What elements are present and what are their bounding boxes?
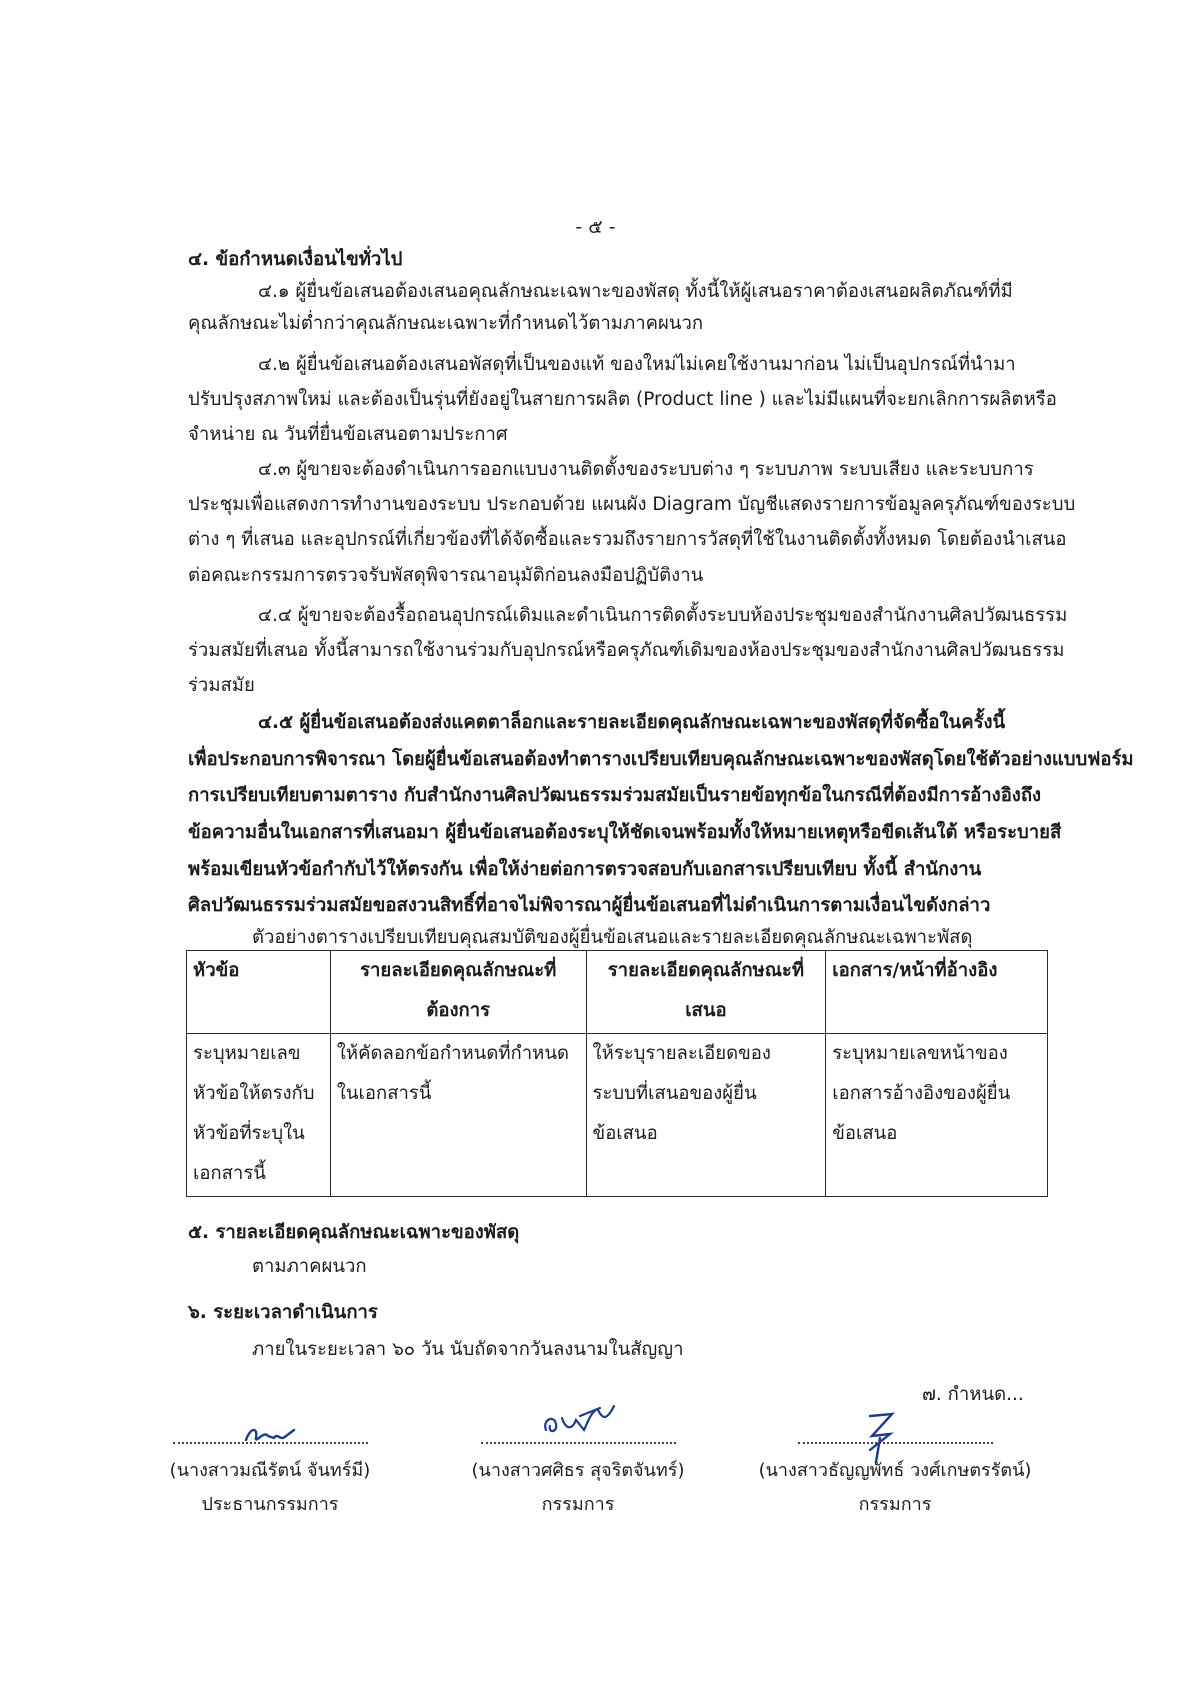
header-offered-spec-line-1: รายละเอียดคุณลักษณะที่	[607, 960, 805, 981]
signature-line-2	[481, 1440, 676, 1444]
cell-reference	[826, 1034, 1048, 1197]
signature-block-2	[418, 1440, 738, 1522]
comparison-table	[186, 950, 1048, 1197]
header-offered-spec-line-2: เสนอ	[685, 1000, 727, 1021]
para-4-4-line-3: ร่วมสมัย	[188, 675, 255, 696]
para-4-5-line-3: การเปรียบเทียบตามตาราง กับสำนักงานศิลปวัฒนธรรมร่วมสมัยเป็นรายข้อทุกข้อในกรณีที่ต้องมีการอ้างอิงถึง	[188, 785, 1042, 806]
signer-name-3: (นางสาวธัญญพัทธ์ วงศ์เกษตรรัตน์)	[758, 1460, 1032, 1481]
para-4-3-line-1: ๔.๓ ผู้ขายจะต้องดำเนินการออกแบบงานติดตั้งของระบบต่าง ๆ ระบบภาพ ระบบเสียง และระบบการ	[258, 459, 1034, 480]
para-4-5-line-5: พร้อมเขียนหัวข้อกำกับไว้ให้ตรงกัน เพื่อให้ง่ายต่อการตรวจสอบกับเอกสารเปรียบเทียบ ทั้งนี้ สำนักงาน	[188, 859, 982, 880]
cell-offered-spec-line-2: ระบบที่เสนอของผู้ยื่น	[592, 1083, 757, 1104]
header-offered-spec	[586, 951, 826, 1034]
section-5-body: ตามภาคผนวก	[252, 1256, 367, 1277]
section-4-heading: ๔. ข้อกำหนดเงื่อนไขทั่วไป	[188, 249, 403, 270]
para-4-3-line-4: ต่อคณะกรรมการตรวจรับพัสดุพิจารณาอนุมัติก่อนลงมือปฏิบัติงาน	[188, 565, 704, 586]
para-4-5-line-1: ๔.๕ ผู้ยื่นข้อเสนอต้องส่งแคตตาล็อกและรายละเอียดคุณลักษณะเฉพาะของพัสดุที่จัดซื้อในครั้งนี้	[258, 712, 1006, 733]
signer-name-1: (นางสาวมณีรัตน์ จันทร์มี)	[169, 1460, 371, 1481]
header-reference-line-1: เอกสาร/หน้าที่อ้างอิง	[832, 960, 998, 981]
signature-block-1	[110, 1440, 430, 1522]
para-4-2-line-1: ๔.๒ ผู้ยื่นข้อเสนอต้องเสนอพัสดุที่เป็นของแท้ ของใหม่ไม่เคยใช้งานมาก่อน ไม่เป็นอุปกรณ์ที่นำมา	[258, 354, 1016, 375]
cell-topic-line-3: หัวข้อที่ระบุใน	[193, 1123, 305, 1144]
cell-topic	[187, 1034, 331, 1197]
para-4-1-line-1: ๔.๑ ผู้ยื่นข้อเสนอต้องเสนอคุณลักษณะเฉพาะของพัสดุ ทั้งนี้ให้ผู้เสนอราคาต้องเสนอผลิตภัณฑ์ที่มี	[258, 281, 1013, 302]
cell-topic-line-4: เอกสารนี้	[193, 1163, 266, 1184]
header-required-spec-line-2: ต้องการ	[426, 1000, 491, 1021]
signature-line-3	[798, 1440, 993, 1444]
para-4-2-line-3: จำหน่าย ณ วันที่ยื่นข้อเสนอตามประกาศ	[188, 424, 508, 445]
cell-reference-line-2: เอกสารอ้างอิงของผู้ยื่น	[832, 1083, 1011, 1104]
table-header-row	[187, 951, 1048, 1034]
section-5-heading: ๕. รายละเอียดคุณลักษณะเฉพาะของพัสดุ	[188, 1222, 520, 1243]
para-4-5-line-4: ข้อความอื่นในเอกสารที่เสนอมา ผู้ยื่นข้อเสนอต้องระบุให้ชัดเจนพร้อมทั้งให้หมายเหตุหรือขีดเส้นใต้ หรือระบายสี	[188, 822, 1062, 843]
signer-role-3: กรรมการ	[858, 1494, 932, 1515]
para-4-3-line-3: ต่าง ๆ ที่เสนอ และอุปกรณ์ที่เกี่ยวข้องที่ได้จัดซื้อและรวมถึงรายการวัสดุที่ใช้ในงานติดตั้งทั้งหมด โดยต้องนำเสนอ	[188, 529, 1067, 550]
para-4-3-line-2: ประชุมเพื่อแสดงการทำงานของระบบ ประกอบด้วย แผนผัง Diagram บัญชีแสดงรายการข้อมูลครุภัณฑ์ของระบบ	[188, 494, 1076, 515]
cell-required-spec	[330, 1034, 586, 1197]
cell-reference-line-3: ข้อเสนอ	[832, 1123, 898, 1144]
para-4-5-line-6: ศิลปวัฒนธรรมร่วมสมัยขอสงวนสิทธิ์ที่อาจไม่พิจารณาผู้ยื่นข้อเสนอที่ไม่ดำเนินการตามเงื่อนไขดังกล่าว	[188, 895, 991, 916]
continuation-note: ๗. กำหนด...	[922, 1384, 1024, 1405]
signer-name-2: (นางสาวศศิธร สุจริตจันทร์)	[471, 1460, 685, 1481]
cell-required-spec-line-2: ในเอกสารนี้	[336, 1083, 432, 1104]
header-required-spec	[330, 951, 586, 1034]
cell-offered-spec	[586, 1034, 826, 1197]
cell-required-spec-line-1: ให้คัดลอกข้อกำหนดที่กำหนด	[336, 1043, 569, 1064]
para-4-2-line-2: ปรับปรุงสภาพใหม่ และต้องเป็นรุ่นที่ยังอยู่ในสายการผลิต (Product line ) และไม่มีแผนที่จะยกเลิกการผลิตหรือ	[188, 389, 1057, 410]
para-4-4-line-2: ร่วมสมัยที่เสนอ ทั้งนี้สามารถใช้งานร่วมกับอุปกรณ์หรือครุภัณฑ์เดิมของห้องประชุมของสำนักงานศิลปวัฒนธรรม	[188, 640, 1065, 661]
signer-role-2: กรรมการ	[541, 1494, 615, 1515]
cell-reference-line-1: ระบุหมายเลขหน้าของ	[832, 1043, 1008, 1064]
header-required-spec-line-1: รายละเอียดคุณลักษณะที่	[360, 960, 557, 981]
signature-block-3	[735, 1440, 1055, 1522]
cell-topic-line-1: ระบุหมายเลข	[193, 1043, 301, 1064]
header-topic-line-1: หัวข้อ	[193, 960, 240, 981]
section-6-heading: ๖. ระยะเวลาดำเนินการ	[188, 1302, 378, 1323]
para-4-5-line-2: เพื่อประกอบการพิจารณา โดยผู้ยื่นข้อเสนอต้องทำตารางเปรียบเทียบคุณลักษณะเฉพาะของพัสดุโดยใช้ตัวอย่างแบบฟอร์ม	[188, 749, 1134, 770]
signer-role-1: ประธานกรรมการ	[201, 1494, 339, 1515]
header-topic	[187, 951, 331, 1034]
table-row	[187, 1034, 1048, 1197]
para-4-4-line-1: ๔.๔ ผู้ขายจะต้องรื้อถอนอุปกรณ์เดิมและดำเนินการติดตั้งระบบห้องประชุมของสำนักงานศิลปวัฒนธรรม	[258, 605, 1068, 626]
cell-offered-spec-line-1: ให้ระบุรายละเอียดของ	[592, 1043, 771, 1064]
header-reference	[826, 951, 1048, 1034]
table-caption: ตัวอย่างตารางเปรียบเทียบคุณสมบัติของผู้ยื่นข้อเสนอและรายละเอียดคุณลักษณะเฉพาะพัสดุ	[252, 927, 973, 948]
signature-line-1	[173, 1440, 368, 1444]
page-number: - ๕ -	[575, 216, 616, 238]
para-4-1-line-2: คุณลักษณะไม่ต่ำกว่าคุณลักษณะเฉพาะที่กำหนดไว้ตามภาคผนวก	[188, 313, 704, 334]
cell-offered-spec-line-3: ข้อเสนอ	[592, 1123, 658, 1144]
signature-mark-2	[540, 1400, 620, 1440]
cell-topic-line-2: หัวข้อให้ตรงกับ	[193, 1083, 315, 1104]
section-6-body: ภายในระยะเวลา ๖๐ วัน นับถัดจากวันลงนามในสัญญา	[252, 1339, 684, 1360]
